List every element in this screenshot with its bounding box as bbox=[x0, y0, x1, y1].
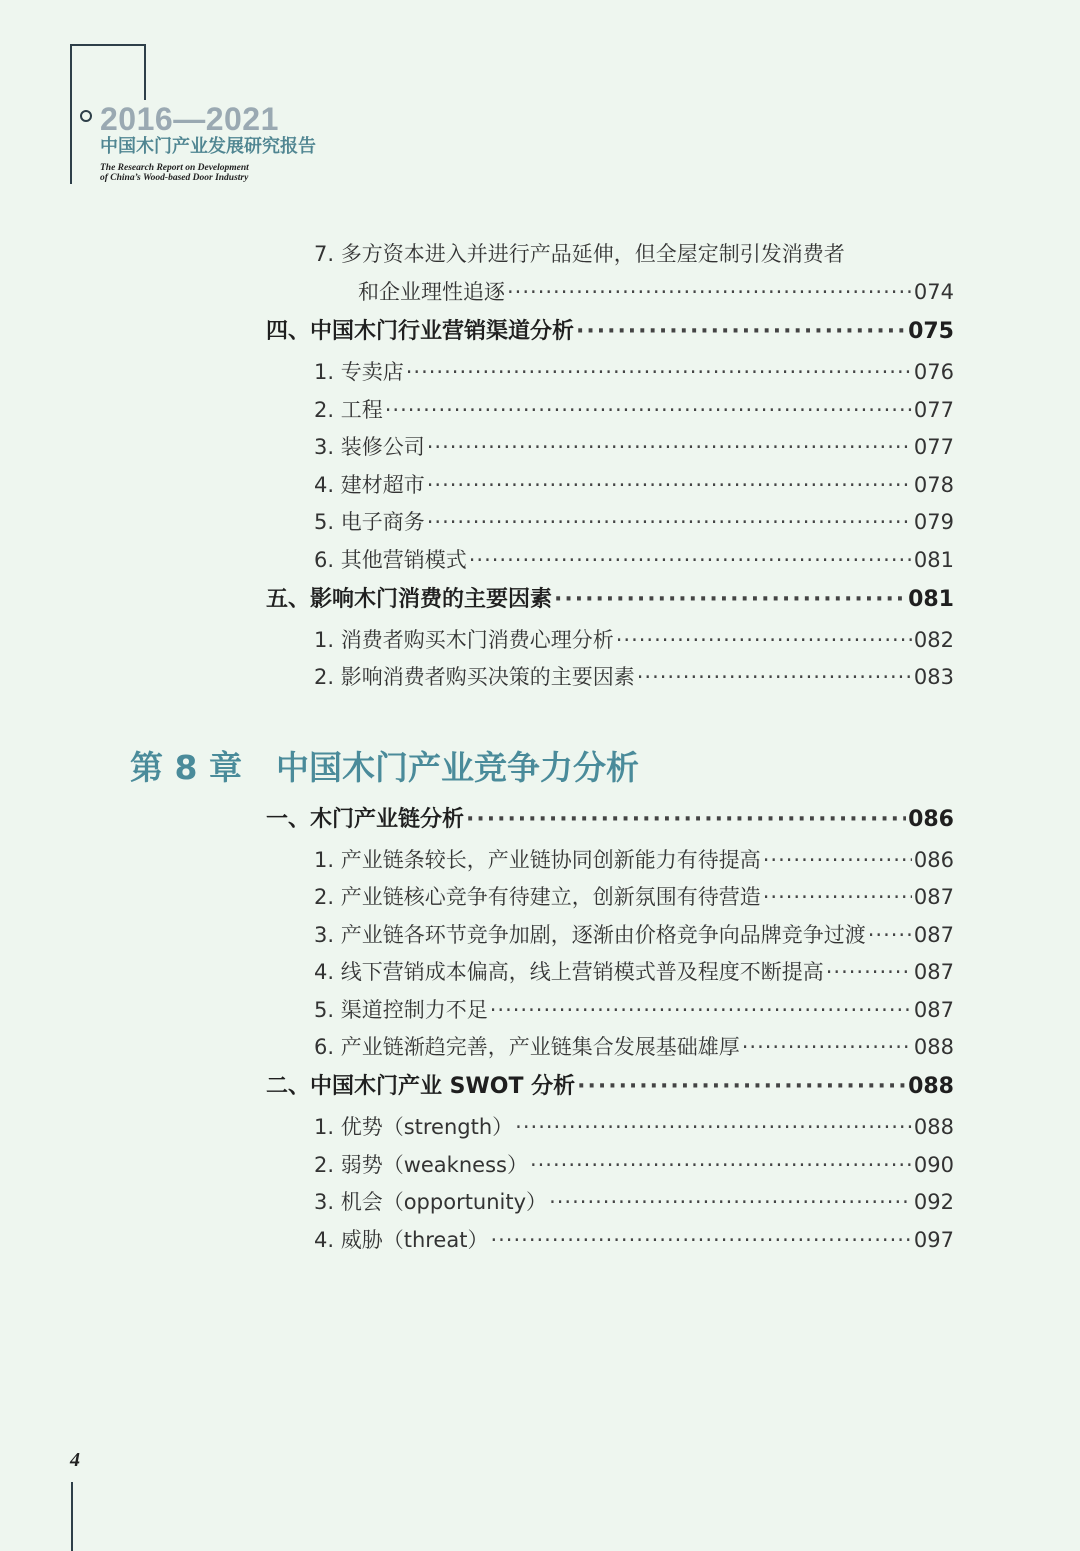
toc-entry-label: 6. 其他营销模式 bbox=[314, 548, 467, 572]
dot-leader bbox=[427, 435, 912, 459]
toc-entry[interactable] bbox=[314, 544, 954, 574]
dot-leader bbox=[515, 1115, 912, 1139]
dot-leader bbox=[577, 1074, 906, 1099]
toc-entry-label: 2. 产业链核心竞争有待建立，创新氛围有待营造 bbox=[314, 885, 761, 909]
toc-entry[interactable] bbox=[314, 394, 954, 424]
toc-entry[interactable] bbox=[314, 1149, 954, 1179]
toc-entry[interactable] bbox=[314, 1111, 954, 1141]
toc-entry-label: 4. 威胁（threat） bbox=[314, 1228, 489, 1252]
toc-entry-page: 077 bbox=[913, 435, 954, 459]
toc-entry-label: 5. 电子商务 bbox=[314, 510, 425, 534]
dot-leader bbox=[826, 960, 912, 984]
toc-entry-label: 2. 影响消费者购买决策的主要因素 bbox=[314, 665, 635, 689]
toc-entry[interactable] bbox=[314, 1224, 954, 1254]
toc-entry-page: 082 bbox=[913, 628, 954, 652]
toc-section-page: 081 bbox=[908, 587, 954, 612]
dot-leader bbox=[576, 319, 906, 344]
toc-entry-page: 088 bbox=[913, 1115, 954, 1139]
toc-entry-page: 074 bbox=[913, 280, 954, 304]
toc-entry-label: 1. 消费者购买木门消费心理分析 bbox=[314, 628, 614, 652]
toc-entry-label: 4. 建材超市 bbox=[314, 473, 425, 497]
toc-entry-label: 1. 优势（strength） bbox=[314, 1115, 514, 1139]
dot-leader bbox=[637, 665, 912, 689]
dot-leader bbox=[406, 360, 912, 384]
chapter-number: 第 8 章 bbox=[130, 748, 242, 787]
toc-entry[interactable] bbox=[314, 661, 954, 691]
chapter-heading[interactable] bbox=[130, 742, 639, 789]
dot-leader bbox=[530, 1153, 912, 1177]
toc-section-page: 086 bbox=[908, 807, 954, 832]
dot-leader bbox=[763, 848, 912, 872]
toc-entry[interactable] bbox=[314, 881, 954, 911]
dot-leader bbox=[427, 510, 912, 534]
dot-leader bbox=[554, 587, 906, 612]
dot-leader bbox=[466, 807, 906, 832]
dot-leader bbox=[507, 280, 912, 304]
toc-entry-page: 092 bbox=[913, 1190, 954, 1214]
toc-entry-label: 3. 产业链各环节竞争加剧，逐渐由价格竞争向品牌竞争过渡 bbox=[314, 923, 866, 947]
dot-leader bbox=[490, 998, 912, 1022]
toc-entry[interactable] bbox=[314, 1186, 954, 1216]
dot-leader bbox=[427, 473, 912, 497]
toc-section-page: 075 bbox=[908, 319, 954, 344]
toc-entry-label: 5. 渠道控制力不足 bbox=[314, 998, 488, 1022]
toc-entry-label: 2. 弱势（weakness） bbox=[314, 1153, 528, 1177]
header-title-en bbox=[100, 163, 249, 183]
toc-entry-page: 076 bbox=[913, 360, 954, 384]
toc-entry[interactable] bbox=[314, 469, 954, 499]
toc-entry[interactable] bbox=[314, 356, 954, 386]
toc-entry-page: 081 bbox=[913, 548, 954, 572]
header-years: 2016—2021 bbox=[100, 101, 279, 137]
toc-entry-page: 083 bbox=[913, 665, 954, 689]
toc-entry[interactable] bbox=[314, 994, 954, 1024]
toc-entry-label: 6. 产业链渐趋完善，产业链集合发展基础雄厚 bbox=[314, 1035, 740, 1059]
toc-entry-page: 097 bbox=[913, 1228, 954, 1252]
page-number: 4 bbox=[70, 1449, 80, 1471]
toc-section-page: 088 bbox=[908, 1074, 954, 1099]
toc-section-label: 四、中国木门行业营销渠道分析 bbox=[266, 319, 575, 344]
toc-entry-page: 090 bbox=[913, 1153, 954, 1177]
toc-entry[interactable] bbox=[314, 624, 954, 654]
toc-entry-label: 3. 机会（opportunity） bbox=[314, 1190, 548, 1214]
toc-continued-line: 7. 多方资本进入并进行产品延伸，但全屋定制引发消费者 bbox=[314, 242, 845, 266]
dot-leader bbox=[763, 885, 912, 909]
dot-leader bbox=[868, 923, 912, 947]
toc-section[interactable] bbox=[266, 314, 954, 345]
toc-section[interactable] bbox=[266, 1069, 954, 1100]
toc-entry[interactable] bbox=[314, 956, 954, 986]
toc-entry-page: 087 bbox=[913, 960, 954, 984]
toc-entry-label: 3. 装修公司 bbox=[314, 435, 425, 459]
toc-entry[interactable] bbox=[314, 506, 954, 536]
toc-entry-label: 1. 专卖店 bbox=[314, 360, 404, 384]
header-left-rule bbox=[70, 44, 72, 182]
toc-section-label: 五、影响木门消费的主要因素 bbox=[266, 587, 553, 612]
toc-entry-page: 087 bbox=[913, 885, 954, 909]
toc-entry-label: 2. 工程 bbox=[314, 398, 383, 422]
header-title-cn: 中国木门产业发展研究报告 bbox=[100, 136, 316, 157]
dot-leader bbox=[616, 628, 912, 652]
footer-rule bbox=[71, 1482, 73, 1551]
toc-section-label: 一、木门产业链分析 bbox=[266, 807, 465, 832]
toc-entry-page: 087 bbox=[913, 998, 954, 1022]
toc-entry-page: 078 bbox=[913, 473, 954, 497]
toc-entry[interactable] bbox=[314, 1031, 954, 1061]
dot-leader bbox=[742, 1035, 912, 1059]
toc-entry-page: 088 bbox=[913, 1035, 954, 1059]
chapter-title: 中国木门产业竞争力分析 bbox=[275, 748, 639, 787]
toc-section-label: 二、中国木门产业 SWOT 分析 bbox=[266, 1074, 576, 1099]
toc-entry[interactable] bbox=[314, 919, 954, 949]
header-title-en-line1: The Research Report on Development bbox=[100, 163, 249, 173]
toc-entry[interactable] bbox=[314, 844, 954, 874]
dot-leader bbox=[469, 548, 912, 572]
dot-leader bbox=[490, 1228, 911, 1252]
toc-entry-label: 和企业理性追逐 bbox=[358, 280, 505, 304]
dot-leader bbox=[549, 1190, 912, 1214]
header-title-en-line2: of China’s Wood-based Door Industry bbox=[100, 173, 249, 183]
toc-entry-label: 1. 产业链条较长，产业链协同创新能力有待提高 bbox=[314, 848, 761, 872]
toc-entry[interactable] bbox=[358, 276, 954, 306]
toc-entry-page: 079 bbox=[913, 510, 954, 534]
header-circle-icon bbox=[80, 110, 92, 122]
toc-entry-page: 087 bbox=[913, 923, 954, 947]
dot-leader bbox=[385, 398, 912, 422]
toc-entry[interactable] bbox=[314, 431, 954, 461]
toc-section[interactable] bbox=[266, 582, 954, 613]
toc-entry-page: 077 bbox=[913, 398, 954, 422]
toc-entry-page: 086 bbox=[913, 848, 954, 872]
toc-section[interactable] bbox=[266, 802, 954, 833]
toc-entry-label: 4. 线下营销成本偏高，线上营销模式普及程度不断提高 bbox=[314, 960, 824, 984]
